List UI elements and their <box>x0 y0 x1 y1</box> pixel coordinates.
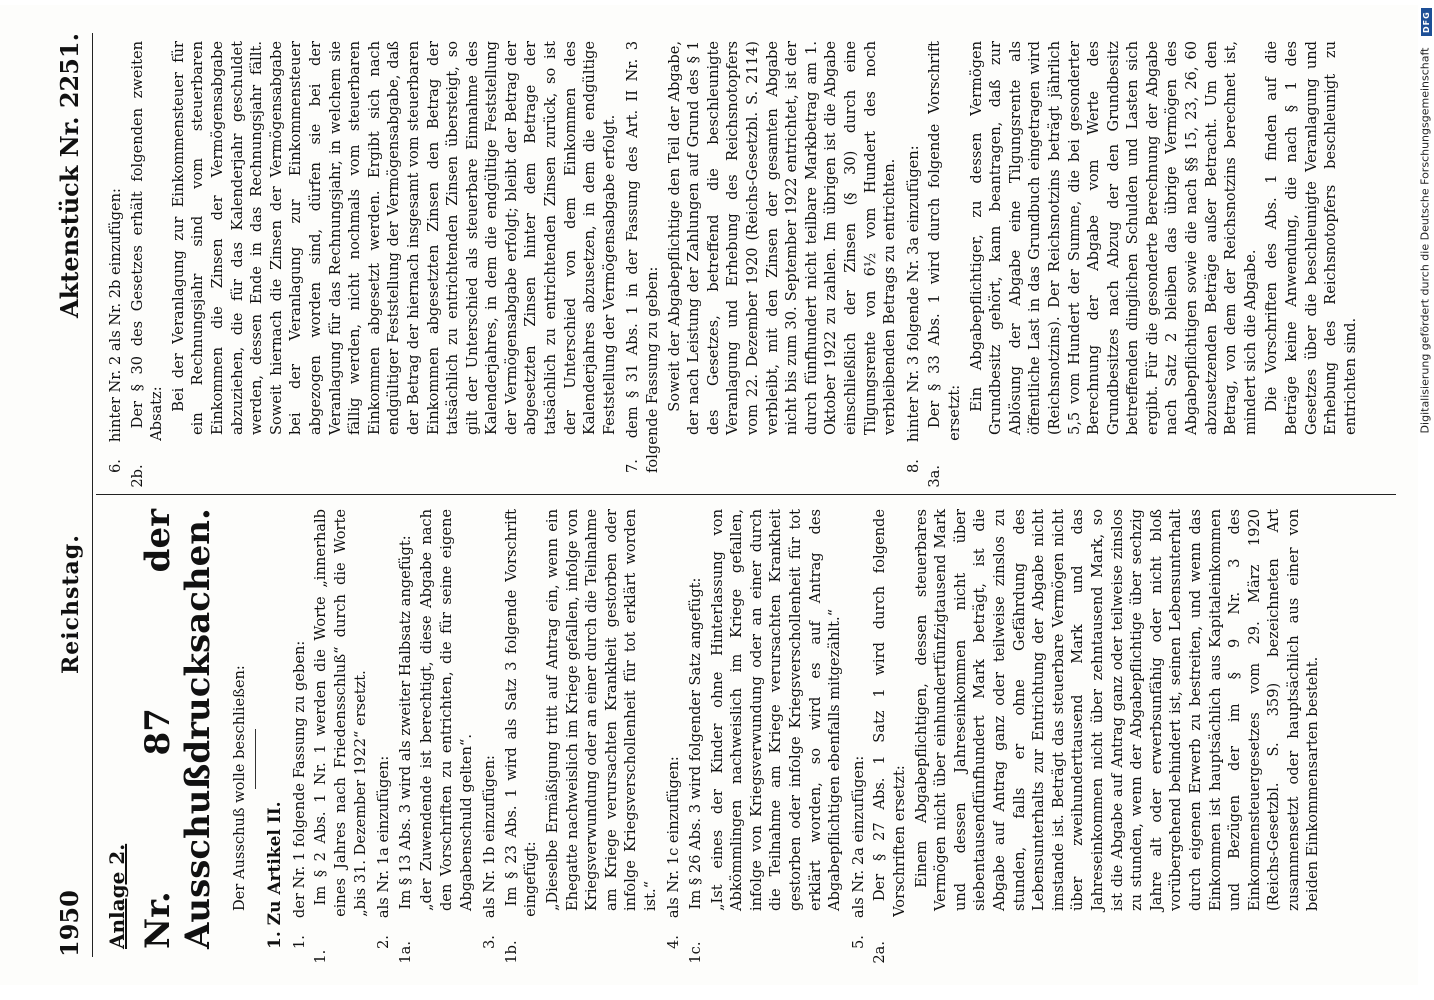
item-number: 5. <box>849 935 867 949</box>
sub-item <box>870 508 909 964</box>
item-text: hinter Nr. 2 als Nr. 2b einzufügen: <box>107 188 124 443</box>
item-number: 4. <box>665 935 683 949</box>
item-number: 2b. <box>128 464 146 488</box>
sub-item <box>502 509 541 964</box>
quoted-provision: „Dieselbe Ermäßigung tritt auf Antrag ein, wenn ein Ehegatte nachweislich im Kriege gefallen, infolge von Kriegsverwundung oder an einer durch die Teilnahme am Kriege verursachten Krankheit gestorben oder infolge Kriegsverschollenheit für tot erklärt worden ist.“ <box>543 509 659 912</box>
item-text: als Nr. 1b einzufügen: <box>481 755 499 919</box>
list-item <box>290 509 310 949</box>
quoted-provision: „Ist eines der Kinder ohne Hinterlassung von Abkömmlingen nachweislich im Kriege gefallen, infolge von Kriegsverwundung oder an einer durch die Teilnahme am Kriege verursachten Krankheit gestorben oder infolge Kriegsverschollenheit für tot erklärt worden, so wird es auf Antrag des Abgabepflichtigen ebenfalls mitgezählt.“ <box>708 509 844 912</box>
item-number: 1. <box>290 935 308 949</box>
header-title: Reichstag. <box>58 534 84 675</box>
dfg-logo-icon: DFG <box>1421 8 1432 36</box>
item-text: als Nr. 1a einzufügen: <box>375 755 393 919</box>
digitization-text: Digitalisierung gefördert durch die Deutsche Forschungsgemeinschaft <box>1418 47 1432 434</box>
sub-item <box>396 509 416 964</box>
annex-heading: Anlage 2. <box>105 843 129 949</box>
list-item <box>904 41 924 473</box>
header-rule <box>92 33 93 957</box>
list-item <box>374 509 394 949</box>
digitization-note <box>1418 0 1434 1000</box>
page-number: 1950 <box>55 890 84 957</box>
sub-item <box>311 509 370 964</box>
item-number: 2a. <box>871 940 889 964</box>
separator-rule <box>255 729 256 789</box>
sub-item <box>128 41 167 488</box>
item-number: 1b. <box>502 940 520 964</box>
item-text: Im § 2 Abs. 1 Nr. 1 werden die Worte „innerhalb eines Jahres nach Friedensschluß“ durch die Worte „bis 31. Dezember 1922“ ersetzt. <box>312 509 369 917</box>
provision-paragraph: Einem Abgabepflichtigen, dessen steuerbares Vermögen nicht über einhundertfünfzigtausend Mark und dessen Jahreseinkommen nicht über siebentausendfünfhundert Mark beträgt, ist die Abgabe auf Antrag ganz oder teilweise zinslos zu stunden, falls er ohne Gefährdung des Lebensunterhalts zur Entrichtung der Abgabe nicht imstande ist. Beträgt das steuerbare Vermögen nicht über zweihunderttausend Mark und das Jahreseinkommen nicht über zehntausend Mark, so ist die Abgabe auf Antrag ganz oder teilweise zinslos zu stunden, wenn der Abgabepflichtige über sechzig Jahre alt oder erwerbsunfähig oder nicht bloß vorübergehend behindert ist, seinen Lebensunterhalt durch eigenen Erwerb zu bestreiten, und wenn das Einkommen ist hauptsächlich aus Kapitaleinkommen und Bezügen der im § 9 Nr. 3 des Einkommensteuergesetzes vom 29. März 1920 (Reichs-Gesetzbl. S. 359) bezeichneten Art zusammensetzt oder hauptsächlich aus einer von beiden Einkommensarten besteht. <box>912 509 1322 912</box>
list-item <box>480 509 500 949</box>
item-text: Im § 26 Abs. 3 wird folgender Satz angefügt: <box>687 577 705 910</box>
right-items <box>106 40 1360 488</box>
right-column <box>102 40 1362 488</box>
provision-paragraph: Soweit der Abgabepflichtige den Teil der Abgabe, der nach Leistung der Zahlungen auf Grund des § 1 des Gesetzes, betreffend die beschleunigte Veranlagung und Erhebung des Reichsnotopfers vom 22. Dezember 1920 (Reichs-Gesetzbl. S. 2114) verbleibt, mit den Zinsen der gesamten Abgabe nicht bis zum 30. September 1922 entrichtet, ist der durch fünfhundert nicht teilbare Markbetrag am 1. Oktober 1922 zu zahlen. Im übrigen ist die Abgabe einschließlich der Zinsen (§ 30) durch eine Tilgungsrente von 6½ vom Hundert des noch verbleibenden Betrags zu entrichten. <box>665 41 899 436</box>
lead-text: Der Ausschuß wolle beschließen: <box>230 665 248 912</box>
document-number: Aktenstück Nr. 2251. <box>55 33 84 318</box>
item-number: 1a. <box>396 940 414 964</box>
provision-paragraph: Bei der Veranlagung zur Einkommensteuer für ein Rechnungsjahr sind vom steuerbaren Einkommen die Zinsen der Vermögensabgabe abzuziehen, die für das Kalenderjahr geschuldet werden, dessen Ende in das Rechnungsjahr fällt. Soweit hiernach die Zinsen der Vermögensabgabe bei der Veranlagung zur Einkommensteuer abgezogen worden sind, dürfen sie bei der Veranlagung für das Rechnungsjahr, in welchem sie fällig werden, nicht nochmals vom steuerbaren Einkommen abgesetzt werden. Ergibt sich nach endgültiger Feststellung der Vermögensabgabe, daß der Betrag der hiernach insgesamt vom steuerbaren Einkommen abgesetzten Zinsen den Betrag der tatsächlich zu entrichtenden Zinsen übersteigt, so gilt der Unterschied als steuerbare Einnahme des Kalenderjahres, in dem die endgültige Feststellung der Vermögensabgabe erfolgt; bleibt der Betrag der abgesetzten Zinsen hinter dem Betrage der tatsächlich zu entrichtenden Zinsen zurück, so ist der Unterschied von dem Einkommen des Kalenderjahres abzusetzen, in dem die endgültige Feststellung der Vermögensabgabe erfolgt. <box>169 41 618 436</box>
item-number: 1. <box>312 949 330 964</box>
sub-item <box>686 509 706 964</box>
item-number: 3. <box>481 935 499 949</box>
sub-item <box>925 40 964 488</box>
item-text: Der § 33 Abs. 1 wird durch folgende Vorschrift ersetzt: <box>926 40 963 441</box>
item-number: 3a. <box>926 464 944 488</box>
item-number: 2. <box>375 935 393 949</box>
item-text: als Nr. 1c einzufügen: <box>665 756 683 919</box>
item-text: Der § 27 Abs. 1 Satz 1 wird durch folgende Vorschriften ersetzt: <box>871 508 908 917</box>
column-divider <box>96 494 1396 495</box>
item-text: hinter Nr. 3 folgende Nr. 3a einzufügen: <box>904 145 922 443</box>
list-item <box>106 41 126 473</box>
item-text: Im § 13 Abs. 3 wird als zweiter Halbsatz angefügt: <box>396 535 414 910</box>
list-item <box>664 509 684 949</box>
item-text: als Nr. 2a einzufügen: <box>849 755 867 919</box>
item-number: 7. <box>624 459 642 473</box>
item-text: dem § 31 Abs. 1 in der Fassung des Art. II Nr. 3 folgende Fassung zu geben: <box>624 40 662 473</box>
item-text: der Nr. 1 folgende Fassung zu geben: <box>290 640 308 919</box>
item-number: 6. <box>107 459 124 473</box>
provision-paragraph: Ein Abgabepflichtiger, zu dessen Vermögen Grundbesitz gehört, kann beantragen, daß zur Ablösung der Abgabe eine Tilgungsrente als öffentliche Last in das Grundbuch eingetragen wird (Reichsnotzins). Der Reichsnotzins beträgt jährlich 5,5 vom Hundert der Summe, die bei gesonderter Berechnung der Abgabe vom Werte des Grundbesitzes nach Abzug der den Grundbesitz betreffenden dinglichen Schulden und Lasten sich ergibt. Für die gesonderte Berechnung der Abgabe nach Satz 2 bleiben das übrige Vermögen des Abgabepflichtigen sowie die nach §§ 15, 23, 26, 60 abzusetzenden Beträge außer Betracht. Um den Betrag, von dem der Reichsnotzins berechnet ist, mindert sich die Abgabe. <box>967 41 1259 436</box>
list-item <box>623 41 662 473</box>
quoted-provision: „der Zuwendende ist berechtigt, diese Abgabe nach den Vorschriften zu entrichten, die für seine eigene Abgabenschuld gelten“. <box>418 509 475 912</box>
item-number: 1c. <box>687 941 705 964</box>
document-page <box>0 5 1420 985</box>
item-number: 8. <box>904 459 922 473</box>
document-title: Nr. 87 der Ausschußdrucksachen. <box>137 508 218 949</box>
provision-paragraph: Die Vorschriften des Abs. 1 finden auf die Beträge keine Anwendung, die nach § 1 des Gesetzes über die beschleunigte Veranlagung und Erhebung des Reichsnotopfers beschleunigt zu entrichten sind. <box>1263 41 1359 436</box>
item-text: Der § 30 des Gesetzes erhält folgenden zweiten Absatz: <box>128 41 166 441</box>
item-text: Im § 23 Abs. 1 wird als Satz 3 folgende Vorschrift eingefügt: <box>502 509 540 917</box>
article-heading: 1. Zu Artikel II. <box>265 801 286 949</box>
left-items <box>290 508 1323 964</box>
page-header <box>40 33 84 957</box>
left-column <box>102 508 1325 964</box>
list-item <box>849 509 869 949</box>
